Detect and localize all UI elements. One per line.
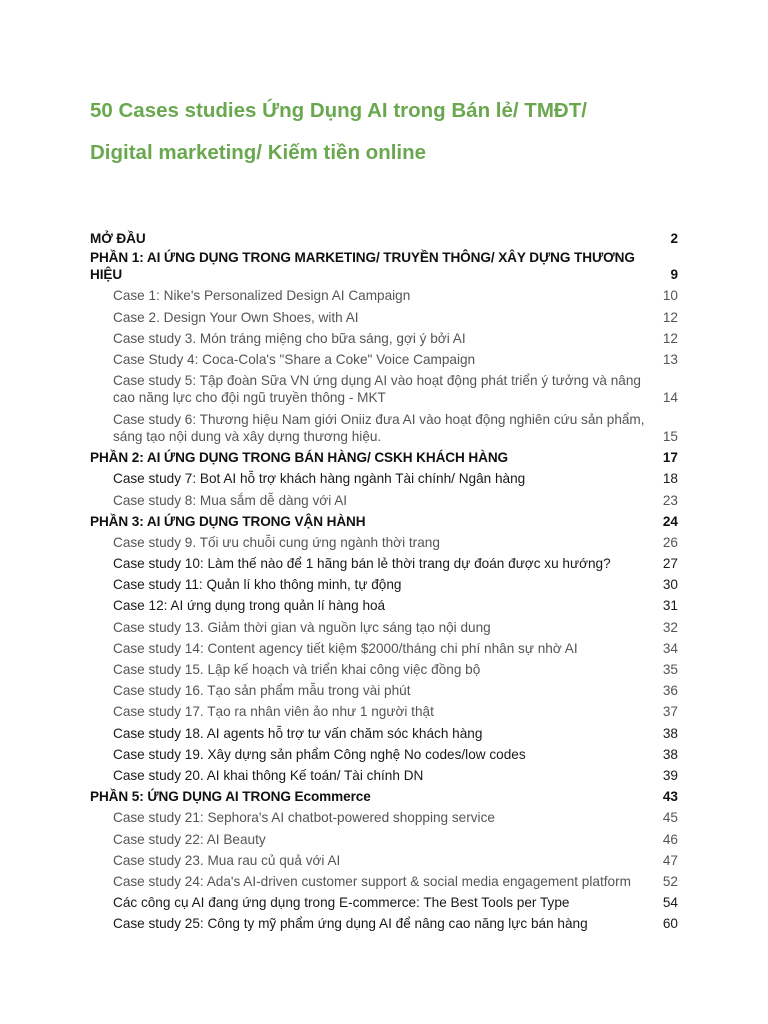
- toc-label: Case study 18. AI agents hỗ trợ tư vấn chăm sóc khách hàng: [113, 725, 483, 741]
- toc-label: PHẦN 1: AI ỨNG DỤNG TRONG MARKETING/ TRUYỀN THÔNG/ XÂY DỰNG THƯƠNG HIỆU: [90, 250, 635, 283]
- title-line-2: Digital marketing/ Kiếm tiền online: [90, 141, 427, 164]
- toc-label: PHẦN 5: ỨNG DỤNG AI TRONG Ecommerce: [90, 789, 371, 805]
- toc-label: Case study 17. Tạo ra nhân viên ảo như 1 người thật: [113, 704, 434, 720]
- toc-page-number: 10: [662, 288, 678, 304]
- toc-entry-row[interactable]: [90, 347, 678, 368]
- toc-label: Case study 19. Xây dựng sản phẩm Công nghệ No codes/low codes: [113, 746, 526, 762]
- toc-page-number: 35: [662, 662, 678, 677]
- table-of-contents: [90, 226, 678, 932]
- toc-page-number: 36: [662, 683, 678, 699]
- toc-entry-row[interactable]: [90, 614, 678, 635]
- toc-label: Case Study 4: Coca-Cola's "Share a Coke" Voice Campaign: [113, 351, 476, 367]
- toc-page-number: 38: [662, 746, 678, 762]
- toc-entry-row[interactable]: [90, 699, 678, 720]
- toc-page-number: 38: [662, 725, 678, 741]
- toc-entry-row[interactable]: [90, 636, 678, 657]
- toc-entry-row[interactable]: [90, 869, 678, 890]
- toc-entry-row[interactable]: [90, 593, 678, 614]
- document-title: [90, 90, 710, 174]
- toc-entry-row[interactable]: [90, 848, 678, 869]
- toc-page-number: 18: [662, 471, 678, 487]
- toc-label: Case study 5: Tập đoàn Sữa VN ứng dụng AI vào hoạt động phát triển ý tưởng và nâng cao năng lực cho đội ngũ truyền thông - MKT: [113, 373, 641, 406]
- toc-page-number: 52: [662, 873, 678, 889]
- toc-page-number: 43: [662, 789, 678, 805]
- toc-heading-row[interactable]: [90, 247, 678, 283]
- toc-entry-row[interactable]: [90, 551, 678, 572]
- toc-heading-row[interactable]: [90, 509, 678, 530]
- toc-label: Case study 23. Mua rau củ quả với AI: [113, 852, 341, 868]
- toc-page-number: 23: [662, 492, 678, 508]
- toc-entry-row[interactable]: [90, 742, 678, 763]
- toc-entry-row[interactable]: [90, 368, 678, 407]
- toc-label: Case study 14: Content agency tiết kiệm $2000/tháng chi phí nhân sự nhờ AI: [113, 640, 578, 656]
- toc-heading-row[interactable]: [90, 445, 678, 466]
- toc-label: Case study 21: Sephora's AI chatbot-powered shopping service: [113, 810, 495, 826]
- toc-entry-row[interactable]: [90, 283, 678, 304]
- toc-label: Case study 8: Mua sắm dễ dàng với AI: [113, 492, 348, 508]
- toc-entry-row[interactable]: [90, 406, 678, 445]
- toc-entry-row[interactable]: [90, 763, 678, 784]
- toc-page-number: 34: [662, 640, 678, 656]
- toc-page-number: 47: [662, 852, 678, 868]
- toc-entry-row[interactable]: [90, 720, 678, 741]
- toc-entry-row[interactable]: [90, 326, 678, 347]
- toc-page-number: 45: [662, 810, 678, 826]
- toc-label: Case study 24: Ada's AI-driven customer support & social media engagement platform: [113, 873, 631, 889]
- toc-page-number: 17: [662, 450, 678, 466]
- toc-page-number: 54: [662, 895, 678, 911]
- toc-heading-row[interactable]: [90, 226, 678, 247]
- toc-label: Case study 7: Bot AI hỗ trợ khách hàng ngành Tài chính/ Ngân hàng: [113, 471, 526, 487]
- toc-entry-row[interactable]: [90, 572, 678, 593]
- toc-label: Case 1: Nike's Personalized Design AI Campaign: [113, 288, 411, 304]
- toc-label: Case study 15. Lập kế hoạch và triển khai công việc đồng bộ: [113, 662, 481, 677]
- toc-page-number: 13: [662, 351, 678, 367]
- toc-label: Case 12: AI ứng dụng trong quản lí hàng hoá: [113, 598, 386, 614]
- toc-label: PHẦN 2: AI ỨNG DỤNG TRONG BÁN HÀNG/ CSKH KHÁCH HÀNG: [90, 450, 509, 466]
- toc-label: Case 2. Design Your Own Shoes, with AI: [113, 309, 359, 325]
- toc-entry-row[interactable]: [90, 466, 678, 487]
- toc-page-number: 15: [662, 428, 678, 444]
- toc-entry-row[interactable]: [90, 911, 678, 932]
- toc-page-number: 14: [662, 390, 678, 406]
- toc-label: MỞ ĐẦU: [90, 231, 146, 247]
- toc-page-number: 39: [662, 767, 678, 783]
- toc-entry-row[interactable]: [90, 805, 678, 826]
- title-line-1: 50 Cases studies Ứng Dụng AI trong Bán lẻ/ TMĐT/: [90, 99, 587, 122]
- toc-page-number: 12: [662, 330, 678, 346]
- toc-label: Case study 10: Làm thế nào để 1 hãng bán lẻ thời trang dự đoán được xu hướng?: [113, 556, 611, 572]
- toc-label: Case study 20. AI khai thông Kế toán/ Tài chính DN: [113, 767, 424, 783]
- toc-entry-row[interactable]: [90, 826, 678, 847]
- toc-page-number: 31: [662, 598, 678, 614]
- toc-page-number: 26: [662, 534, 678, 550]
- toc-page-number: 30: [662, 577, 678, 593]
- toc-heading-row[interactable]: [90, 784, 678, 805]
- toc-entry-row[interactable]: [90, 304, 678, 325]
- toc-label: Case study 16. Tạo sản phẩm mẫu trong vài phút: [113, 683, 411, 699]
- toc-entry-row[interactable]: [90, 487, 678, 508]
- toc-entry-row[interactable]: [90, 890, 678, 911]
- toc-label: Case study 6: Thương hiệu Nam giới Oniiz đưa AI vào hoạt động nghiên cứu sản phẩm, sáng tạo nội dung và xây dựng thương hiệu.: [113, 411, 645, 444]
- toc-label: Case study 3. Món tráng miệng cho bữa sáng, gợi ý bởi AI: [113, 330, 466, 346]
- toc-label: Case study 13. Giảm thời gian và nguồn lực sáng tạo nội dung: [113, 619, 491, 635]
- toc-entry-row[interactable]: [90, 530, 678, 551]
- toc-label: Case study 25: Công ty mỹ phẩm ứng dụng AI để nâng cao năng lực bán hàng: [113, 916, 588, 932]
- toc-page-number: 32: [662, 619, 678, 635]
- toc-page-number: 24: [662, 513, 678, 529]
- toc-page-number: 9: [670, 267, 678, 283]
- toc-label: Case study 9. Tối ưu chuỗi cung ứng ngành thời trang: [113, 534, 440, 550]
- toc-page-number: 27: [662, 556, 678, 572]
- toc-page-number: 60: [662, 916, 678, 932]
- toc-label: PHẦN 3: AI ỨNG DỤNG TRONG VẬN HÀNH: [90, 513, 366, 529]
- toc-entry-row[interactable]: [90, 678, 678, 699]
- toc-page-number: 12: [662, 309, 678, 325]
- toc-label: Các công cụ AI đang ứng dụng trong E-commerce: The Best Tools per Type: [113, 895, 570, 911]
- toc-label: Case study 22: AI Beauty: [113, 831, 266, 847]
- toc-page-number: 2: [670, 231, 678, 247]
- toc-label: Case study 11: Quản lí kho thông minh, tự động: [113, 577, 402, 593]
- toc-page-number: 37: [662, 704, 678, 720]
- toc-page-number: 46: [662, 831, 678, 847]
- toc-entry-row[interactable]: [90, 657, 678, 678]
